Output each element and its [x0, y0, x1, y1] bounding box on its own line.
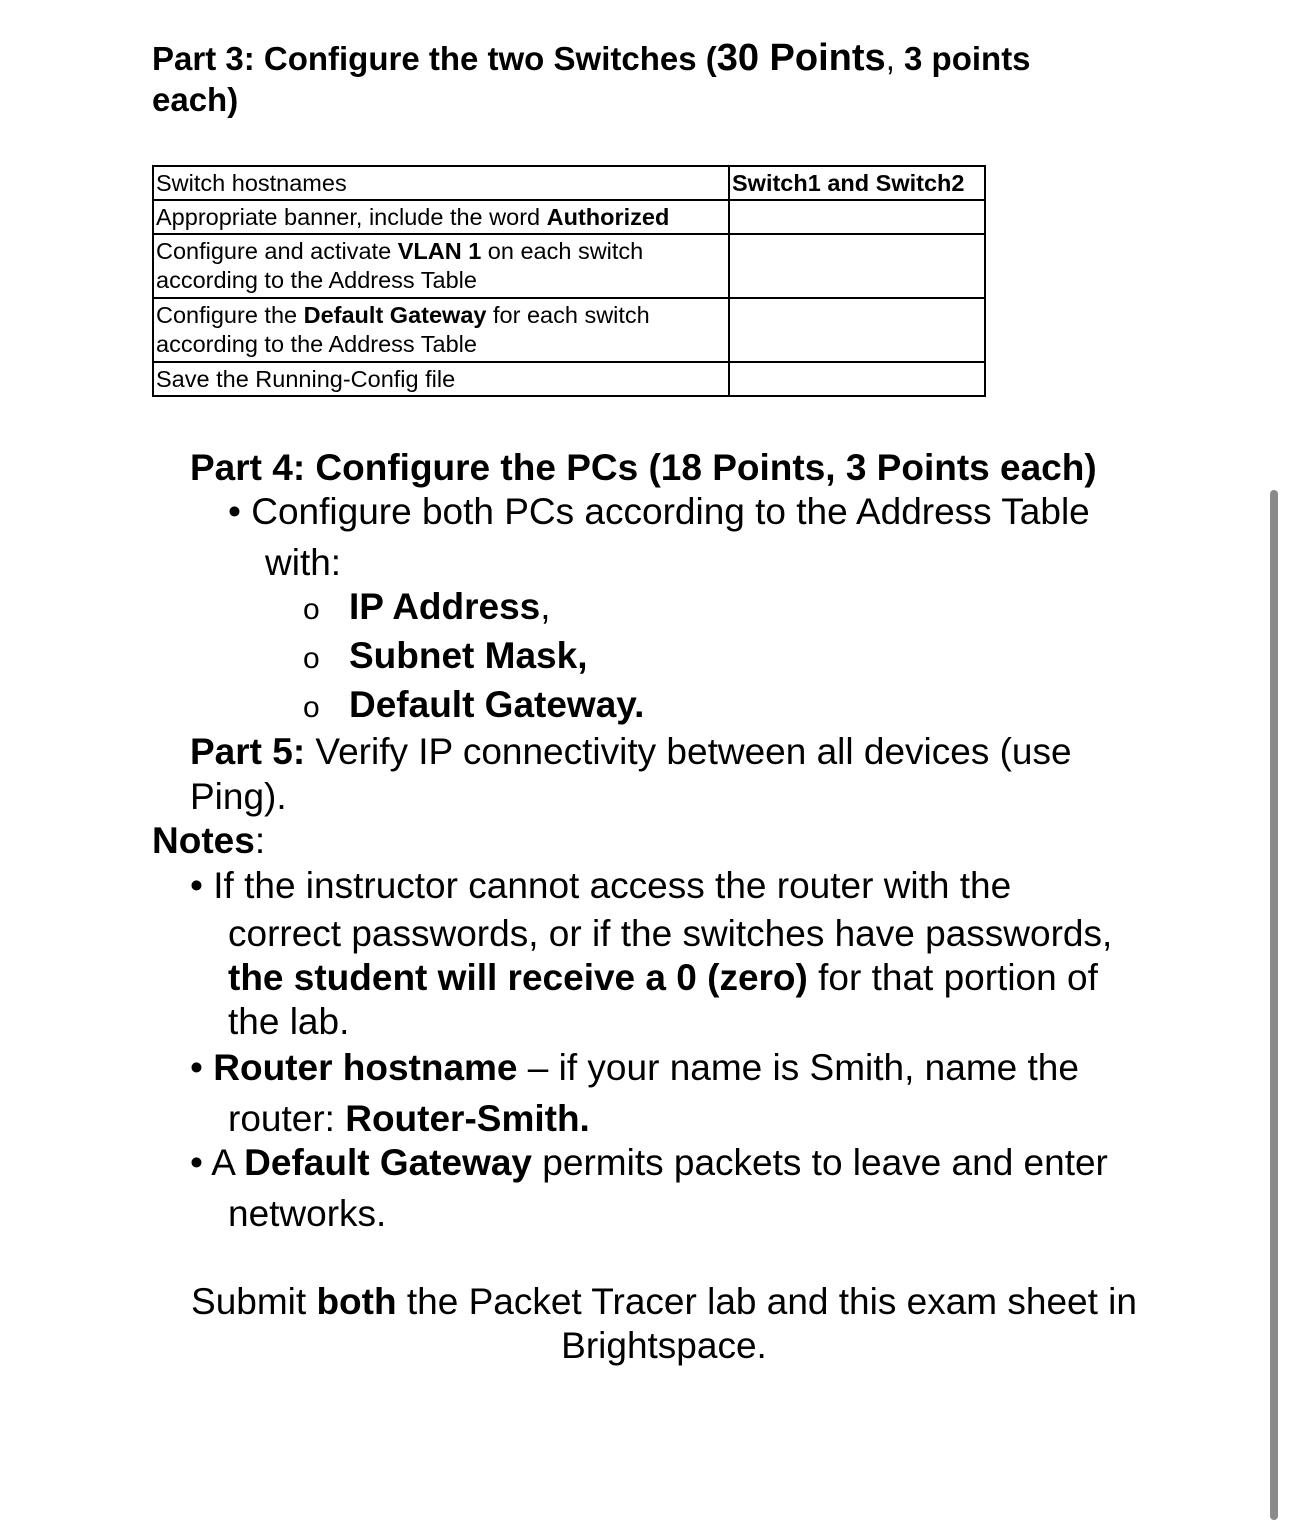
note-bullet: • Router hostname – if your name is Smith, name the	[190, 1047, 1079, 1088]
bullet-icon: •	[228, 491, 241, 532]
part4-sub-item: o Subnet Mask,	[303, 632, 588, 683]
hollow-bullet-icon: o	[303, 691, 320, 724]
note-bullet-continuation: networks.	[228, 1193, 387, 1234]
bullet-icon: •	[190, 865, 203, 906]
table-cell: Configure and activate VLAN 1 on each switch according to the Address Table	[153, 234, 729, 298]
table-header-cell: Switch1 and Switch2	[729, 166, 985, 200]
part4-heading: Part 4: Configure the PCs (18 Points, 3 Points each)	[190, 447, 1097, 488]
part4-sub-item: o Default Gateway.	[303, 681, 644, 732]
table-cell: Save the Running-Config file	[153, 362, 729, 396]
hollow-bullet-icon: o	[303, 593, 320, 626]
table-cell: Configure the Default Gateway for each switch according to the Address Table	[153, 298, 729, 362]
table-row	[153, 166, 985, 200]
note-bullet: • If the instructor cannot access the router with the	[190, 865, 1012, 906]
table-row	[153, 362, 985, 396]
part5-paragraph: Part 5: Verify IP connectivity between all devices (use Ping).	[190, 731, 1072, 817]
bullet-icon: •	[190, 1142, 203, 1183]
table-cell-empty	[729, 200, 985, 234]
table-row	[153, 200, 985, 234]
note-bullet-continuation: correct passwords, or if the switches have passwords, the student will receive a 0 (zero) for that portion of the lab.	[228, 913, 1113, 1042]
note-bullet: • A Default Gateway permits packets to leave and enter	[190, 1142, 1108, 1183]
table-cell: Appropriate banner, include the word Authorized	[153, 200, 729, 234]
hollow-bullet-icon: o	[303, 642, 320, 675]
part4-bullet-continuation: with:	[265, 542, 342, 583]
vertical-scrollbar[interactable]	[1270, 490, 1278, 1520]
note-bullet-continuation: router: Router-Smith.	[228, 1098, 590, 1139]
part3-heading: Part 3: Configure the two Switches (30 Points, 3 points each)	[152, 37, 1031, 118]
table-cell: Switch hostnames	[153, 166, 729, 200]
table-row	[153, 234, 985, 298]
table-row	[153, 298, 985, 362]
bullet-icon: •	[190, 1047, 203, 1088]
part4-sub-item: o IP Address,	[303, 583, 551, 634]
table-cell-empty	[729, 362, 985, 396]
submit-instruction: Submit both the Packet Tracer lab and this exam sheet in Brightspace.	[191, 1281, 1137, 1366]
table-cell-empty	[729, 298, 985, 362]
switch-rubric-table	[152, 165, 986, 397]
notes-heading: Notes:	[152, 820, 266, 861]
table-cell-empty	[729, 234, 985, 298]
part4-bullet: • Configure both PCs according to the Address Table	[228, 491, 1090, 532]
